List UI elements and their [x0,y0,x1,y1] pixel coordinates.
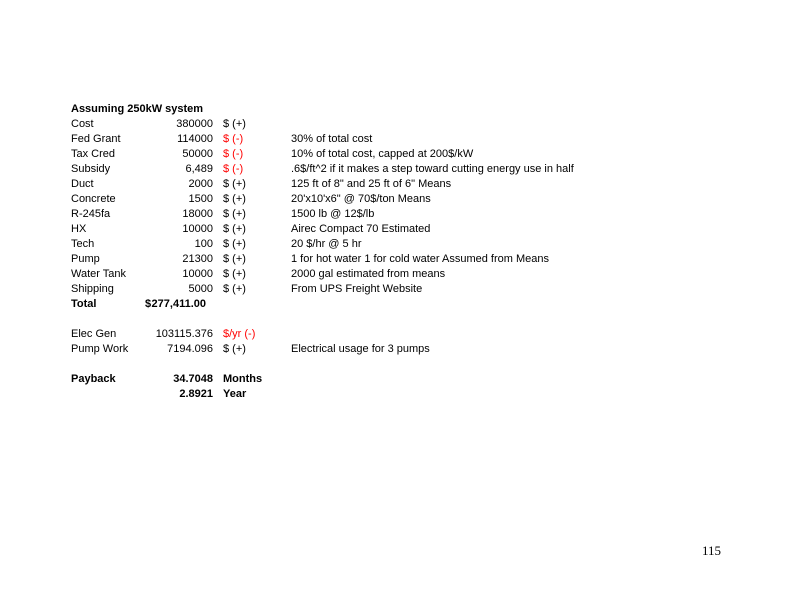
item-label: R-245fa [71,208,111,220]
item-note: 125 ft of 8" and 25 ft of 6" Means [291,178,452,190]
item-value: 1500 [188,193,213,205]
item-note: .6$/ft^2 if it makes a step toward cutting energy use in half [291,163,574,175]
payback-row-years [71,387,721,402]
item-label: Pump [71,253,100,265]
item-value: 103115.376 [155,328,213,340]
item-value: 50000 [182,148,213,160]
item-label: Concrete [71,193,116,205]
item-label: Water Tank [71,268,127,280]
payback-years-value: 2.8921 [179,388,213,400]
blank-line [71,357,721,372]
item-note: From UPS Freight Website [291,283,423,295]
cost-analysis-sheet [71,102,721,402]
page-number: 115 [702,543,722,558]
item-unit: $ (+) [223,343,246,355]
item-unit: $ (+) [223,208,246,220]
total-amount: 277,411.00 [151,298,206,310]
item-note: 10% of total cost, capped at 200$/kW [291,148,474,160]
item-label: Tech [71,238,95,250]
cost-table [71,117,721,297]
table-row [71,282,721,297]
item-label: Subsidy [71,163,111,175]
item-value: 10000 [182,223,213,235]
item-unit: $/yr (-) [223,328,256,340]
item-value: 5000 [188,283,213,295]
item-label: Fed Grant [71,133,121,145]
table-row [71,132,721,147]
item-unit: $ (-) [223,163,244,175]
item-value: 100 [194,238,213,250]
currency-symbol: $ [145,298,152,310]
item-note: Electrical usage for 3 pumps [291,343,430,355]
item-label: Pump Work [71,343,129,355]
table-row [71,327,721,342]
table-row [71,162,721,177]
blank-line [71,312,721,327]
item-value: 6,489 [185,163,213,175]
table-row [71,342,721,357]
payback-months-value: 34.7048 [173,373,213,385]
table-row [71,147,721,162]
item-note: 2000 gal estimated from means [291,268,446,280]
table-row [71,192,721,207]
table-row [71,177,721,192]
item-unit: $ (+) [223,238,246,250]
item-note: 20 $/hr @ 5 hr [291,238,362,250]
item-unit: $ (+) [223,223,246,235]
item-label: Shipping [71,283,114,295]
item-label: Elec Gen [71,328,117,340]
table-row [71,267,721,282]
item-unit: $ (+) [223,253,246,265]
payback-years-unit: Year [223,388,247,400]
item-note: 20'x10'x6" @ 70$/ton Means [291,193,431,205]
payback-label-empty [71,387,145,402]
item-value: 114000 [177,133,213,145]
table-row [71,237,721,252]
item-unit: $ (+) [223,268,246,280]
item-unit: $ (+) [223,193,246,205]
total-value [145,297,213,312]
item-value: 21300 [182,253,213,265]
item-label: Duct [71,178,94,190]
item-note: 30% of total cost [291,133,373,145]
item-unit: $ (+) [223,283,246,295]
total-row [71,297,721,312]
payback-label: Payback [71,373,116,385]
item-unit: $ (+) [223,118,246,130]
total-label: Total [71,298,97,310]
item-value: 10000 [182,268,213,280]
item-label: Tax Cred [71,148,116,160]
item-unit: $ (+) [223,178,246,190]
sheet-heading: Assuming 250kW system [71,103,204,115]
item-note: Airec Compact 70 Estimated [291,223,431,235]
item-unit: $ (-) [223,148,244,160]
item-note [291,327,721,342]
item-note [291,117,721,132]
operating-table [71,327,721,357]
item-note: 1500 lb @ 12$/lb [291,208,375,220]
item-unit: $ (-) [223,133,244,145]
table-row [71,252,721,267]
item-value: 380000 [176,118,213,130]
table-row [71,207,721,222]
table-row [71,222,721,237]
item-label: HX [71,223,87,235]
table-row [71,117,721,132]
payback-months-unit: Months [223,373,263,385]
item-value: 2000 [188,178,213,190]
payback-row-months [71,372,721,387]
item-note: 1 for hot water 1 for cold water Assumed from Means [291,253,550,265]
item-label: Cost [71,118,94,130]
item-value: 7194.096 [167,343,213,355]
item-value: 18000 [182,208,213,220]
